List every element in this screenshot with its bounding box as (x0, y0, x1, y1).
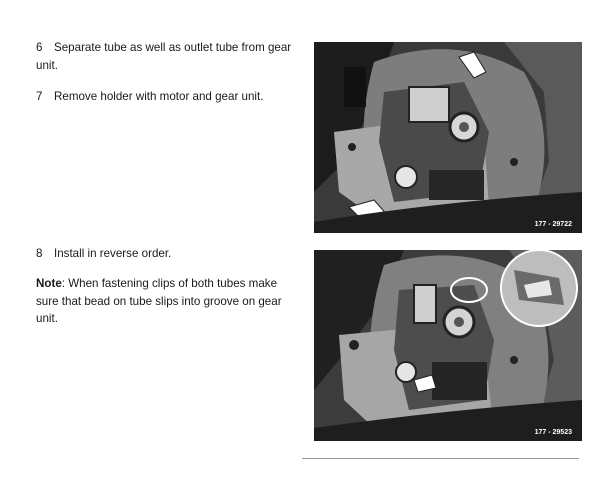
step-6 (36, 39, 298, 74)
note-paragraph (36, 275, 298, 328)
note-label: Note (36, 277, 62, 290)
step-number: 7 (36, 90, 43, 103)
step-8 (36, 245, 298, 263)
step-text: Install in reverse order. (54, 247, 172, 260)
figure-1-illustration (314, 42, 582, 233)
note-text: : When fastening clips of both tubes make sure that bead on tube slips into groove on gear unit. (36, 277, 282, 325)
bottom-divider (302, 458, 579, 459)
step-number: 6 (36, 41, 43, 54)
step-text: Separate tube as well as outlet tube from gear unit. (36, 41, 292, 72)
step-text: Remove holder with motor and gear unit. (54, 90, 264, 103)
figure-1-caption: 177 - 29722 (534, 221, 572, 228)
figure-1-photo (314, 42, 582, 233)
figure-2-illustration (314, 250, 582, 441)
step-7 (36, 88, 298, 106)
figure-2-caption: 177 - 29523 (534, 429, 572, 436)
figure-2-photo (314, 250, 582, 441)
step-number: 8 (36, 247, 43, 260)
